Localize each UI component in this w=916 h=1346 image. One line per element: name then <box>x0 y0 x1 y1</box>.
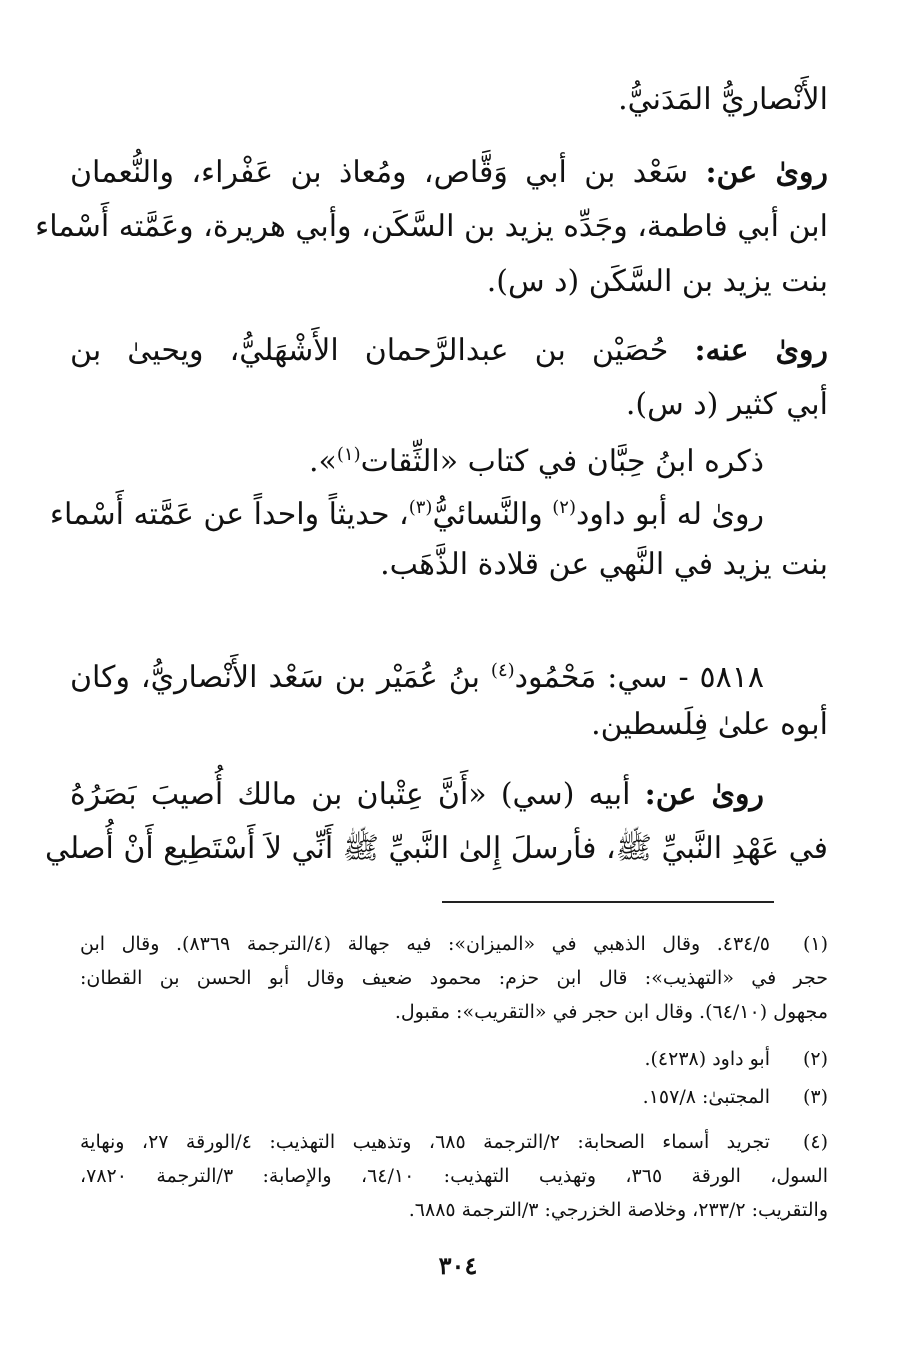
footnote-ref-1: (١) <box>336 444 361 465</box>
footnote-number: (١) <box>802 933 828 955</box>
footnote-number: (٢) <box>802 1048 828 1070</box>
footnote-number: (٣) <box>802 1086 828 1108</box>
page-number: ٣٠٤ <box>438 1251 478 1280</box>
body-line-5: روىٰ عنه: حُصَيْن بن عبدالرَّحمان الأَشْهَليُّ، ويحيىٰ بن <box>70 333 829 368</box>
body-line-13: في عَهْدِ النَّبيِّ ﷺ، فأرسلَ إِلىٰ النَّبيِّ ﷺ أَنِّي لاَ أَسْتَطِيع أَنْ أُصلي <box>45 831 828 866</box>
footnote-separator <box>442 901 774 903</box>
body-line-2: روىٰ عن: سَعْد بن أبي وَقَّاص، ومُعاذ بن عَفْراء، والنُّعمان <box>70 155 828 190</box>
footnote-number: (٤) <box>802 1131 828 1153</box>
footnote-ref-4: (٤) <box>490 660 515 681</box>
footnote-line: المجتبىٰ: ١٥٧/٨. <box>642 1086 770 1108</box>
footnote-2 <box>80 1044 828 1074</box>
body-line-6: أبي كثير (د س). <box>625 387 828 422</box>
footnote-line: تجريد أسماء الصحابة: ٢/الترجمة ٦٨٥، وتذهيب التهذيب: ٤/الورقة ٢٧، ونهاية <box>80 1131 770 1153</box>
footnote-ref-3: (٣) <box>408 497 433 518</box>
body-line-12: روىٰ عن: أبيه (سي) «أَنَّ عِتْبان بن مالك أُصيبَ بَصَرُهُ <box>70 777 764 812</box>
footnote-line: ٤٣٤/٥. وقال الذهبي في «الميزان»: فيه جهالة (٤/الترجمة ٨٣٦٩). وقال ابن <box>80 933 770 955</box>
footnote-line: أبو داود (٤٢٣٨). <box>644 1048 770 1070</box>
footnote-ref-2: (٢) <box>552 497 576 518</box>
body-line-4: بنت يزيد بن السَّكَن (د س). <box>486 264 828 299</box>
body-line-7: ذكره ابنُ حِبَّان في كتاب «الثِّقات$^{(١)}$». <box>308 444 764 479</box>
footnote-4 <box>80 1127 828 1227</box>
body-line-1: الأَنْصاريُّ المَدَنيُّ. <box>618 82 828 117</box>
footnote-3 <box>80 1082 828 1112</box>
body-line-8: روىٰ له أبو داود$^{(٢)}$ والنَّسائيُّ$^{(٣)}$، حديثاً واحداً عن عَمَّته أَسْماء <box>49 497 764 532</box>
body-line-11: أبوه علىٰ فِلَسطين. <box>591 707 828 742</box>
footnote-line: السول، الورقة ٣٦٥، وتهذيب التهذيب: ٦٤/١٠، والإصابة: ٣/الترجمة ٧٨٢٠، <box>80 1165 828 1187</box>
narrated-by-heading: روىٰ عنه: <box>694 333 829 368</box>
narrated-from-heading: روىٰ عن: <box>705 155 828 190</box>
narrated-from-heading-2: روىٰ عن: <box>644 777 764 812</box>
footnote-line: مجهول (٦٤/١٠). وقال ابن حجر في «التقريب»: مقبول. <box>394 1001 828 1023</box>
footnote-line: والتقريب: ٢٣٣/٢، وخلاصة الخزرجي: ٣/الترجمة ٦٨٨٥. <box>408 1199 828 1221</box>
footnote-1 <box>80 929 828 1023</box>
body-line-9: بنت يزيد في النَّهي عن قلادة الذَّهَب. <box>380 547 828 582</box>
body-line-3: ابن أبي فاطمة، وجَدِّه يزيد بن السَّكَن، وأبي هريرة، وعَمَّته أَسْماء <box>35 209 828 244</box>
footnote-line: حجر في «التهذيب»: قال ابن حزم: محمود ضعيف وقال أبو الحسن بن القطان: <box>80 967 828 989</box>
entry-5818-heading-line: ٥٨١٨ - سي: مَحْمُود$^{(٤)}$ بنُ عُمَيْر بن سَعْد الأَنْصاريُّ، وكان <box>70 660 764 695</box>
